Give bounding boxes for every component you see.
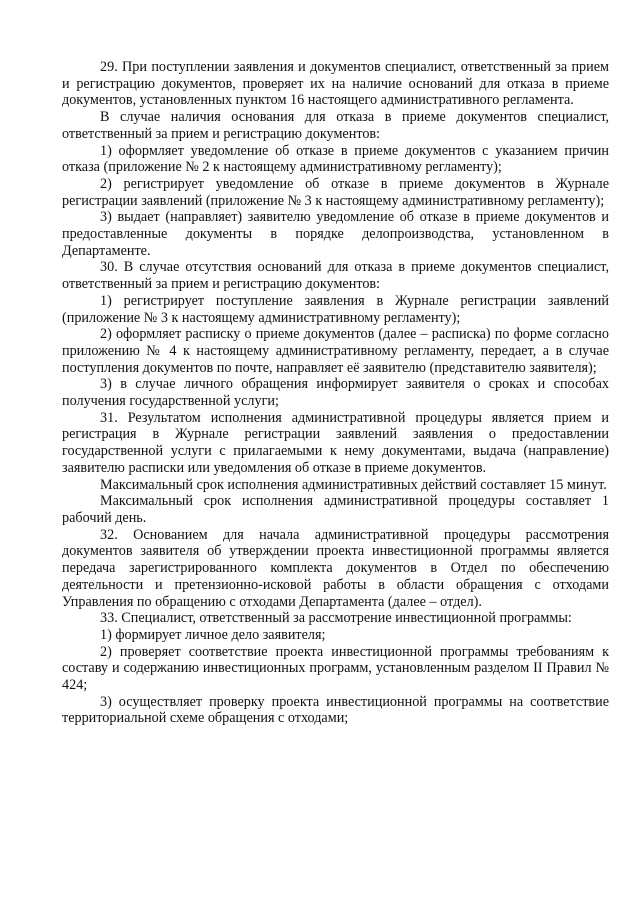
paragraph-33-item-2: 2) проверяет соответствие проекта инвестиционной программы требованиям к составу и содержанию инвестиционных программ, установленным разделом II Правил № 424; xyxy=(62,643,609,694)
paragraph-30: 30. В случае отсутствия оснований для отказа в приеме документов специалист, ответственный за прием и регистрацию документов: xyxy=(62,259,609,293)
paragraph-30-item-3: 3) в случае личного обращения информирует заявителя о сроках и способах получения государственной услуги; xyxy=(62,376,609,410)
paragraph-31: 31. Результатом исполнения административной процедуры является прием и регистрация в Журнале регистрации заявлений заявления о предоставлении государственной услуги с прилагаемыми к нему документами, выдача (направление) заявителю расписки или уведомления об отказе в приеме документов. xyxy=(62,409,609,476)
paragraph-32: 32. Основанием для начала административной процедуры рассмотрения документов заявителя об утверждении проекта инвестиционной программы является передача зарегистрированного комплекта документов в Отдел по обеспечению деятельности и претензионно-исковой работы в области обращения с отходами Управления по обращению с отходами Департамента (далее – отдел). xyxy=(62,526,609,610)
paragraph-refusal-item-1: 1) оформляет уведомление об отказе в приеме документов с указанием причин отказа (приложение № 2 к настоящему административному регламенту); xyxy=(62,142,609,176)
paragraph-30-item-1: 1) регистрирует поступление заявления в Журнале регистрации заявлений (приложение № 3 к настоящему административному регламенту); xyxy=(62,292,609,326)
paragraph-33-item-1: 1) формирует личное дело заявителя; xyxy=(100,626,326,643)
paragraph-refusal-item-2: 2) регистрирует уведомление об отказе в приеме документов в Журнале регистрации заявлений (приложение № 3 к настоящему административному регламенту); xyxy=(62,175,609,209)
paragraph-33-item-3: 3) осуществляет проверку проекта инвестиционной программы на соответствие территориальной схеме обращения с отходами; xyxy=(62,693,609,727)
paragraph-29: 29. При поступлении заявления и документов специалист, ответственный за прием и регистрацию документов, проверяет их на наличие оснований для отказа в приеме документов, установленных пунктом 16 настоящего административного регламента. xyxy=(62,59,609,109)
document-page xyxy=(62,59,609,727)
paragraph-refusal-item-3: 3) выдает (направляет) заявителю уведомление об отказе в приеме документов и предоставленные документы в порядке делопроизводства, установленном в Департаменте. xyxy=(62,209,609,259)
paragraph-max-time-actions: Максимальный срок исполнения административных действий составляет 15 минут. xyxy=(100,476,607,493)
paragraph-30-item-2: 2) оформляет расписку о приеме документов (далее – расписка) по форме согласно приложению № 4 к настоящему административному регламенту, передает, а в случае поступления документов по почте, направляет её заявителю (представителю заявителя); xyxy=(62,326,609,376)
paragraph-refusal-intro: В случае наличия основания для отказа в приеме документов специалист, ответственный за прием и регистрацию документов: xyxy=(62,109,609,142)
paragraph-33: 33. Специалист, ответственный за рассмотрение инвестиционной программы: xyxy=(100,610,572,627)
paragraph-max-time-procedure: Максимальный срок исполнения административной процедуры составляет 1 рабочий день. xyxy=(62,493,609,526)
